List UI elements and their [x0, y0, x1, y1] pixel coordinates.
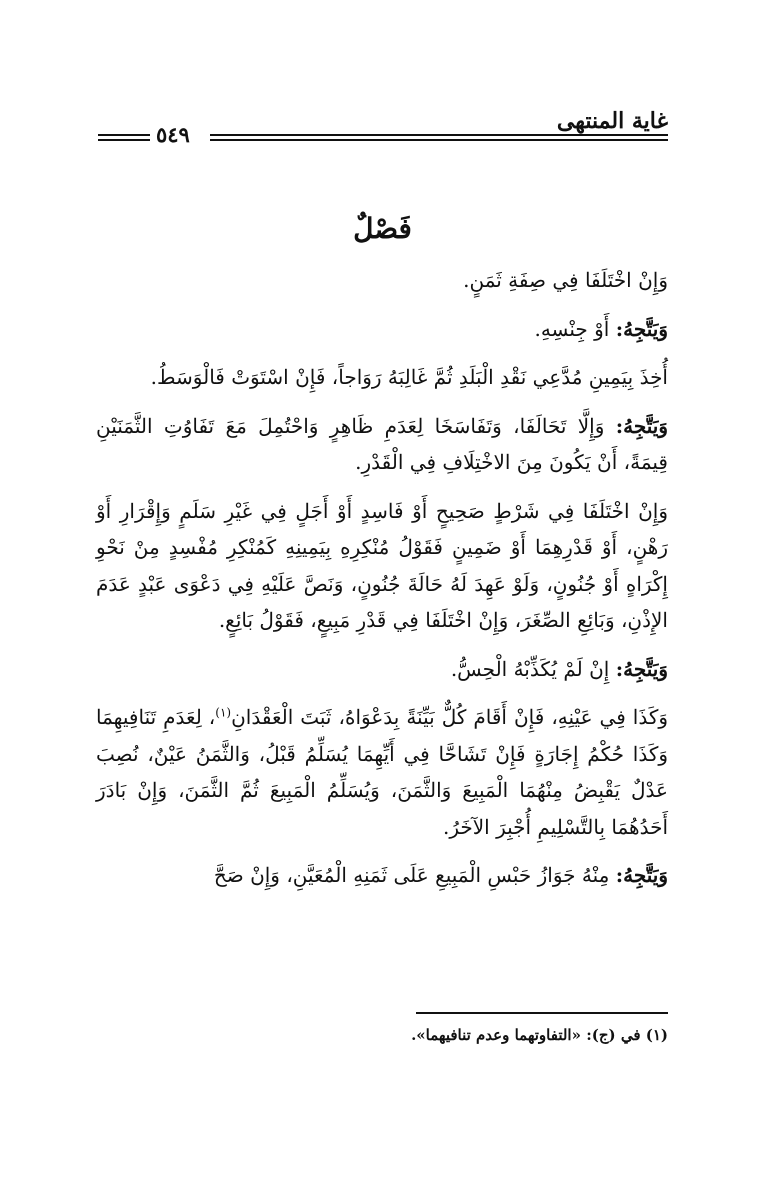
paragraph: [96, 857, 668, 894]
running-title: غاية المنتهى: [556, 108, 668, 134]
header-rule-left: [98, 134, 150, 141]
paragraph-label: وَيَتَّجِهُ:: [615, 316, 668, 341]
body-text: [96, 262, 668, 906]
paragraph: [96, 493, 668, 639]
paragraph-text: أُخِذَ بِيَمِينِ مُدَّعِي نَقْدِ الْبَلَدِ ثُمَّ غَالِبَهُ رَوَاجاً، فَإِنْ اسْتَوَتْ فَالْوَسَطُ.: [150, 365, 668, 389]
paragraph-text: إِنْ لَمْ يُكَذِّبْهُ الْحِسُّ.: [450, 656, 616, 681]
paragraph: [96, 651, 668, 688]
paragraph: [96, 262, 668, 299]
paragraph-text: وَإِنْ اخْتَلَفَا فِي شَرْطٍ صَحِيحٍ أَوْ فَاسِدٍ أَوْ أَجَلٍ فِي غَيْرِ سَلَمٍ وَإِقْرَارِ أَوْ رَهْنٍ، أَوْ قَدْرِهِمَا أَوْ ضَمِينٍ فَقَوْلُ مُنْكِرِهِ بِيَمِينِهِ كَمُنْكِرِ مُفْسِدٍ مِنْ نَحْوِ إِكْرَاهٍ أَوْ جُنُونٍ، وَلَوْ عَهِدَ لَهُ حَالَةَ جُنُونٍ، وَنَصَّ عَلَيْهِ فِي دَعْوَى عَبْدٍ عَدَمَ الإِذْنِ، وَبَائِعِ الصِّغَرَ، وَإِنْ اخْتَلَفَا فِي قَدْرِ مَبِيعٍ، فَقَوْلُ بَائِعٍ.: [96, 498, 668, 632]
paragraph-text: وَإِلَّا تَحَالَفَا، وَتَفَاسَخَا لِعَدَمِ ظَاهِرٍ وَاحْتُمِلَ مَعَ تَفَاوُتِ الثَّمَنَيْنِ قِيمَةً، أَنْ يَكُونَ مِنَ الاخْتِلَافِ فِي الْقَدْرِ.: [96, 413, 668, 474]
paragraph-text: مِنْهُ جَوَازُ حَبْسِ الْمَبِيعِ عَلَى ثَمَنِهِ الْمُعَيَّنِ، وَإِنْ صَحَّ: [213, 863, 616, 887]
footnote: (١) في (ج): «التفاوتهما وعدم تنافيهما».: [411, 1026, 668, 1044]
section-title: فَصْلٌ: [353, 212, 412, 245]
paragraph-text: ، لِعَدَمِ تَنَافِيهِمَا وَكَذَا حُكْمُ إِجَارَةٍ فَإِنْ تَشَاحَّا فِي أَيِّهِمَا يُسَلِّمُ قَبْلُ، وَالثَّمَنُ عَيْنٌ، نُصِبَ عَدْلٌ يَقْبِضُ مِنْهُمَا الْمَبِيعَ وَالثَّمَنَ، وَيُسَلِّمُ الْمَبِيعَ ثُمَّ الثَّمَنَ، وَإِنْ بَادَرَ أَحَدُهُمَا بِالتَّسْلِيمِ أُجْبِرَ الآخَرُ.: [96, 705, 668, 839]
paragraph-text: وَإِنْ اخْتَلَفَا فِي صِفَةِ ثَمَنٍ.: [463, 268, 668, 292]
paragraph-label: وَيَتَّجِهُ:: [615, 863, 668, 887]
page-header: [98, 108, 668, 152]
paragraph: [96, 699, 668, 845]
paragraph-text: وَكَذَا فِي عَيْنِهِ، فَإِنْ أَقَامَ كُلٌّ بَيِّنَةً بِدَعْوَاهُ، ثَبَتَ الْعَقْدَانِ: [231, 705, 668, 729]
paragraph-label: وَيَتَّجِهُ:: [615, 413, 668, 438]
paragraph: [96, 408, 668, 481]
footnote-rule: [416, 1012, 668, 1014]
paragraph-label: وَيَتَّجِهُ:: [615, 656, 668, 681]
page-number: ٥٤٩: [156, 122, 190, 147]
paragraph: [96, 359, 668, 396]
paragraph: [96, 311, 668, 348]
header-rule-right: [210, 134, 668, 141]
paragraph-text: أَوْ جِنْسِهِ.: [534, 316, 616, 341]
footnote-marker: (١): [215, 705, 232, 720]
